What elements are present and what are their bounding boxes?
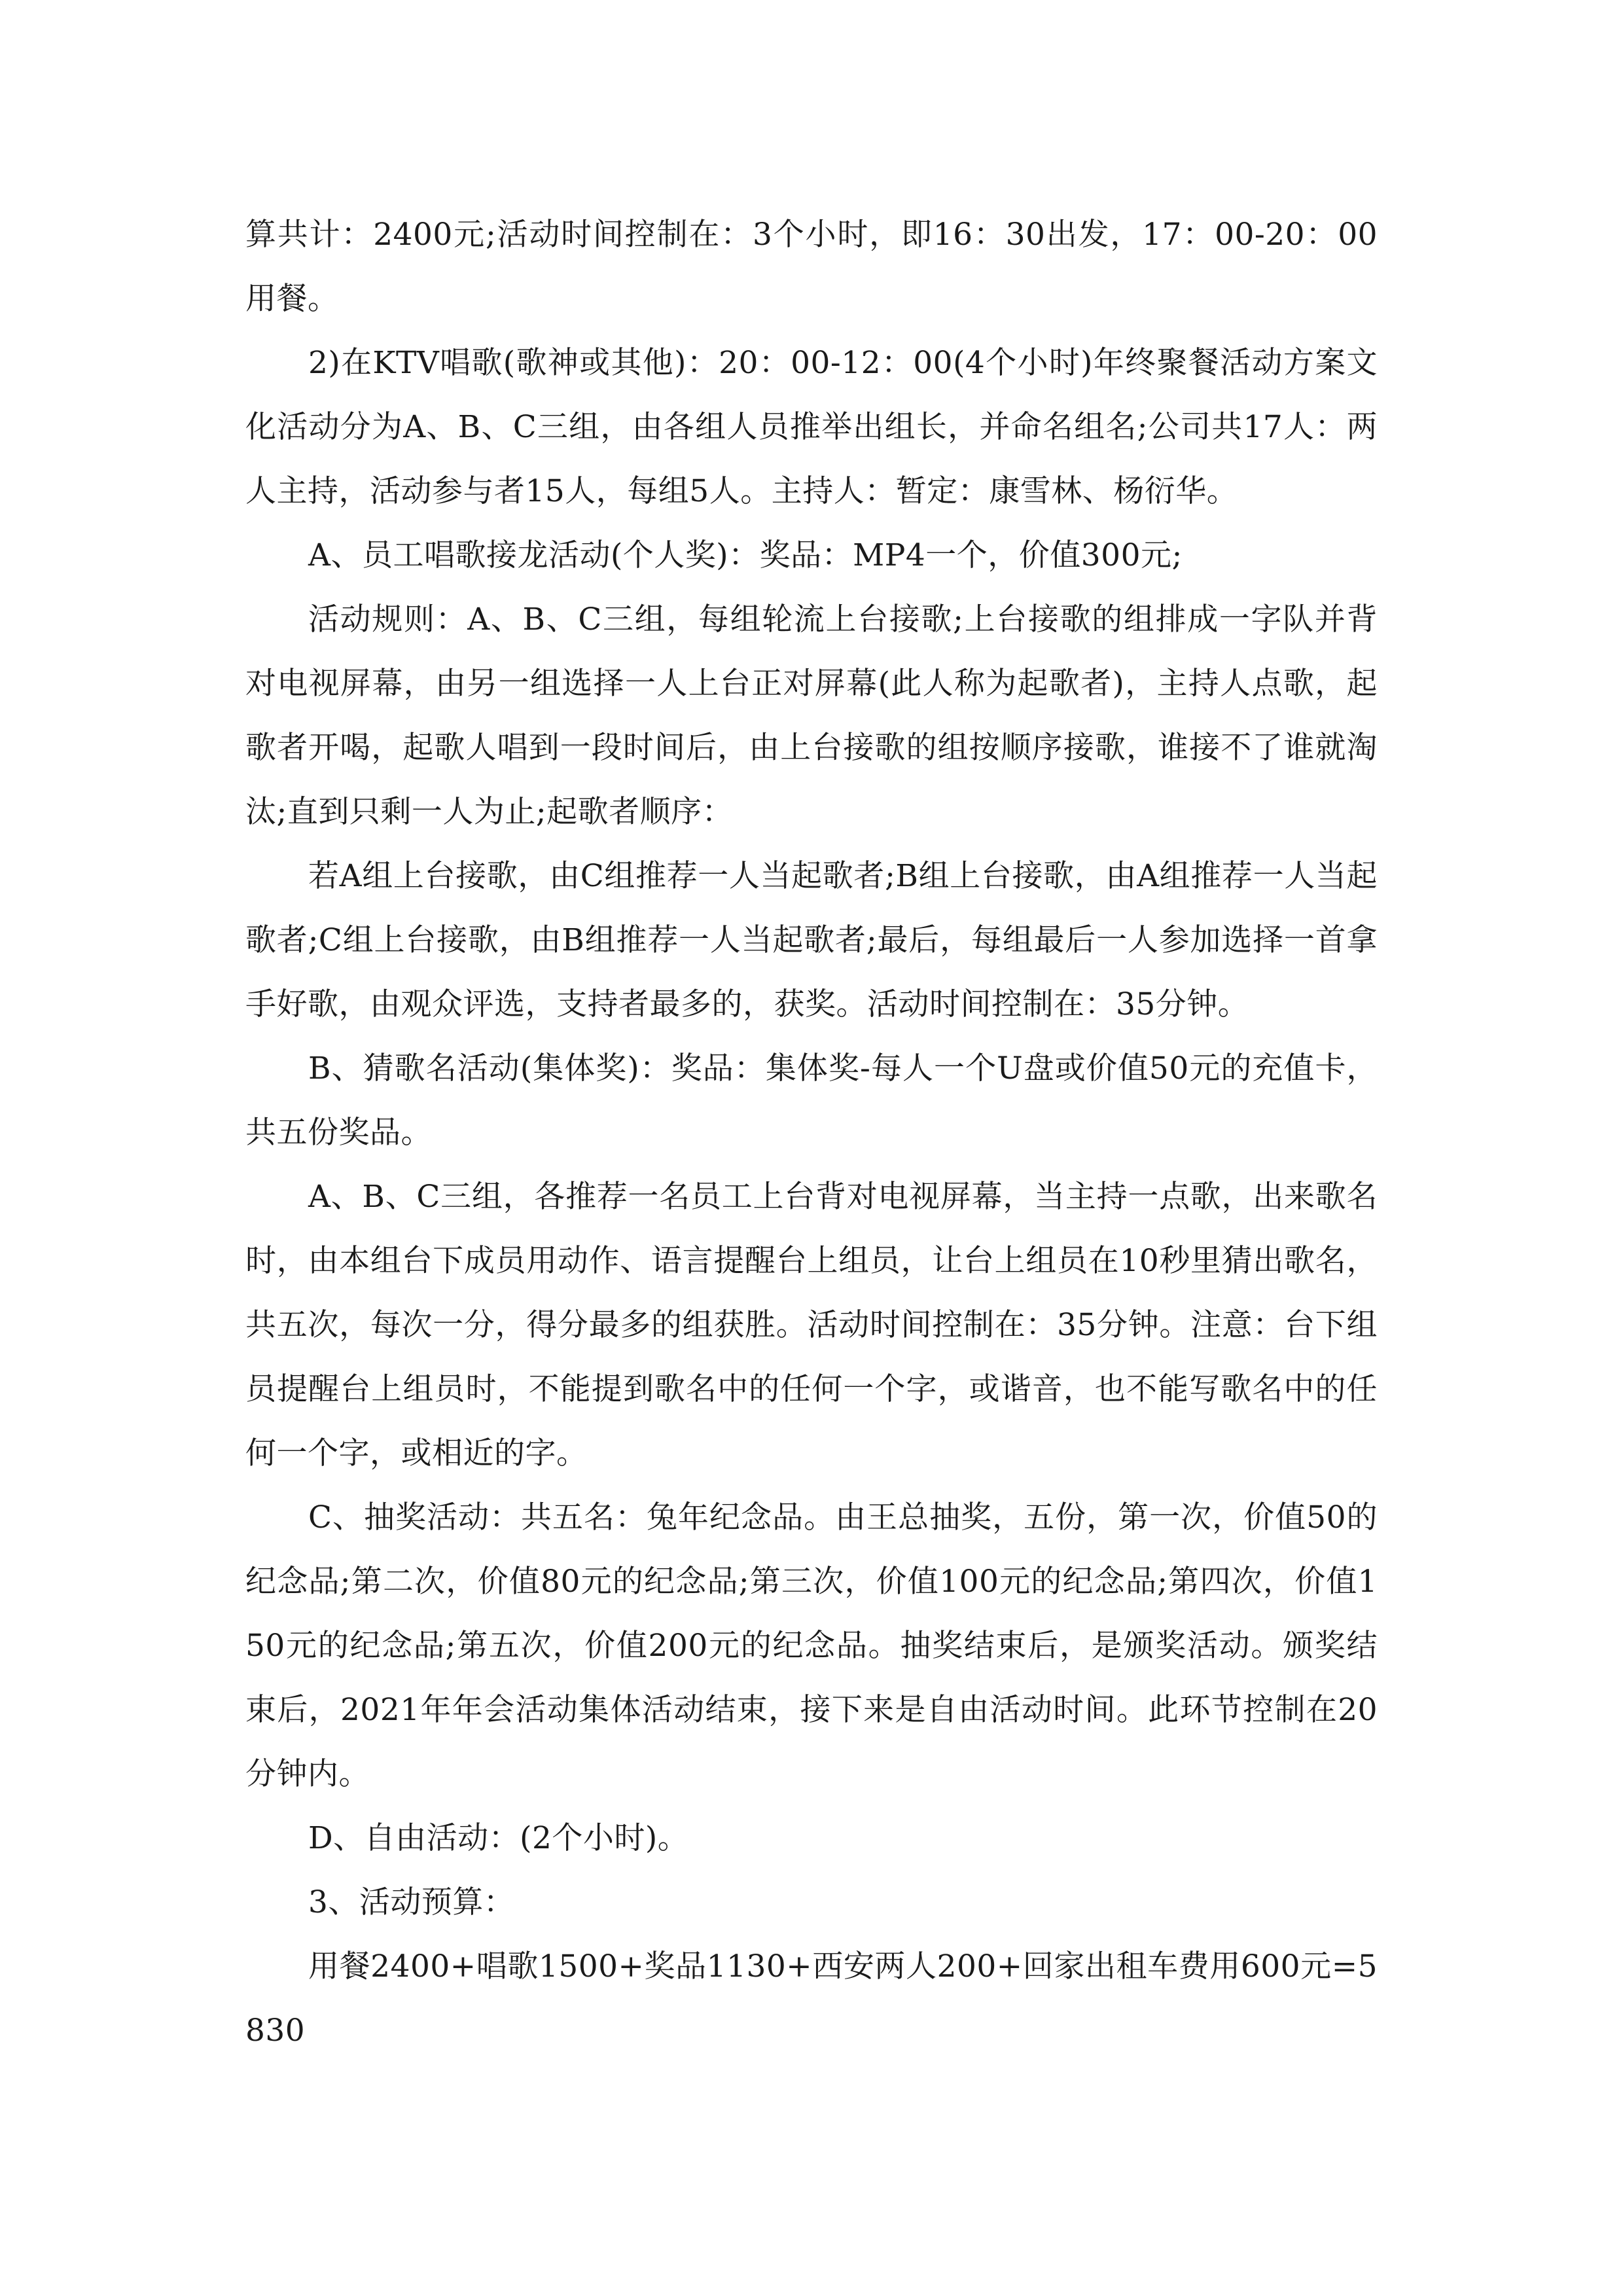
section-heading-budget: 3、活动预算： — [308, 1884, 515, 1920]
paragraph-budget-continuation: 算共计：2400元;活动时间控制在：3个小时，即16：30出发，17：00-20：00用餐。 — [245, 217, 1378, 317]
paragraph-activity-a: A、员工唱歌接龙活动(个人奖)：奖品：MP4一个，价值300元; — [308, 537, 1183, 573]
paragraph-ktv-plan: 2)在KTV唱歌(歌神或其他)：20：00-12：00(4个小时)年终聚餐活动方案文化活动分为A、B、C三组，由各组人员推举出组长，并命名组名;公司共17人：两人主持，活动参与者15人，每组5人。主持人：暂定：康雪林、杨衍华。 — [245, 345, 1378, 509]
paragraph-activity-b: B、猜歌名活动(集体奖)：奖品：集体奖-每人一个U盘或价值50元的充值卡，共五份奖品。 — [245, 1050, 1378, 1151]
paragraph-singer-order: 若A组上台接歌，由C组推荐一人当起歌者;B组上台接歌，由A组推荐一人当起歌者;C组上台接歌，由B组推荐一人当起歌者;最后，每组最后一人参加选择一首拿手好歌，由观众评选，支持者最多的，获奖。活动时间控制在：35分钟。 — [245, 858, 1378, 1022]
paragraph-guess-song-rules: A、B、C三组，各推荐一名员工上台背对电视屏幕，当主持一点歌，出来歌名时，由本组台下成员用动作、语言提醒台上组员，让台上组员在10秒里猜出歌名，共五次，每次一分，得分最多的组获胜。活动时间控制在：35分钟。注意：台下组员提醒台上组员时，不能提到歌名中的任何一个字，或谐音，也不能写歌名中的任何一个字，或相近的字。 — [245, 1179, 1378, 1471]
document-body — [245, 203, 1378, 2063]
paragraph-budget-total: 用餐2400+唱歌1500+奖品1130+西安两人200+回家出租车费用600元=5830 — [245, 1948, 1378, 2049]
paragraph-activity-rules: 活动规则：A、B、C三组，每组轮流上台接歌;上台接歌的组排成一字队并背对电视屏幕，由另一组选择一人上台正对屏幕(此人称为起歌者)，主持人点歌，起歌者开喝，起歌人唱到一段时间后，由上台接歌的组按顺序接歌，谁接不了谁就淘汰;直到只剩一人为止;起歌者顺序： — [245, 601, 1378, 830]
paragraph-activity-d: D、自由活动：(2个小时)。 — [308, 1820, 689, 1856]
paragraph-activity-c: C、抽奖活动：共五名：兔年纪念品。由王总抽奖，五份，第一次，价值50的纪念品;第二次，价值80元的纪念品;第三次，价值100元的纪念品;第四次，价值150元的纪念品;第五次，价值200元的纪念品。抽奖结束后，是颁奖活动。颁奖结束后，2021年年会活动集体活动结束，接下来是自由活动时间。此环节控制在20分钟内。 — [245, 1499, 1378, 1792]
